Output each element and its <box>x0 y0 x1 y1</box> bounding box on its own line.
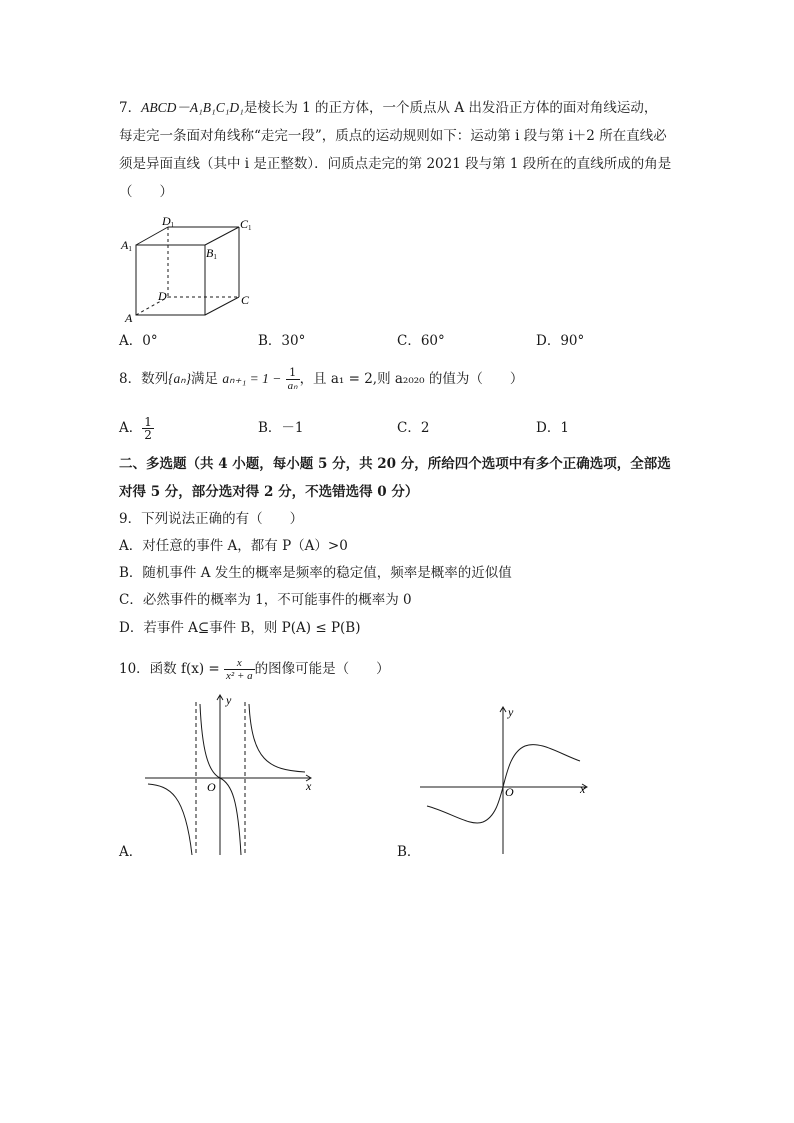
q8-option-d: D．1 <box>536 420 569 436</box>
q9-option-d: D．若事件 A⊆事件 B，则 P(A) ≤ P(B) <box>119 620 361 636</box>
q8-fraction: $\frac{1}{\text{aₙ}}$ <box>287 366 298 392</box>
graph-b-y-label: y <box>508 705 514 719</box>
q7-line1 <box>119 98 657 118</box>
label-A1: A1 <box>121 238 132 253</box>
q8-option-c: C．2 <box>397 420 430 436</box>
label-D1: D1 <box>162 214 175 229</box>
q9-stem: 9．下列说法正确的有（ ） <box>119 511 304 527</box>
cube-figure <box>118 212 268 324</box>
graph-a <box>140 690 320 860</box>
q8-stem: 8．数列{aₙ}满足 aₙ₊₁ = 1 − $\frac{1}{\text{aₙ}}$ ，且 a₁ = 2,则 a₂₀₂₀ 的值为（ ） <box>119 366 524 392</box>
graph-b-label: B． <box>397 844 421 860</box>
graph-a-curve-left <box>148 784 192 855</box>
section2-heading-line2: 对得 5 分，部分选对得 2 分，不选错选得 0 分） <box>119 484 419 500</box>
graph-b <box>415 702 595 860</box>
graph-a-label: A． <box>119 844 143 860</box>
graph-b-x-label: x <box>580 782 586 796</box>
graph-b-origin: O <box>505 785 514 799</box>
q7-cube-name: ABCD－A₁B₁C₁D₁ <box>141 100 244 115</box>
label-C: C <box>241 293 250 307</box>
q9-option-c: C．必然事件的概率为 1，不可能事件的概率为 0 <box>119 592 412 608</box>
q8-sequence: {aₙ} <box>168 371 192 386</box>
q9-option-b: B．随机事件 A 发生的概率是频率的稳定值，频率是概率的近似值 <box>119 565 512 581</box>
q7-line1-text: 是棱长为 1 的正方体，一个质点从 A 出发沿正方体的面对角线运动， <box>243 100 658 116</box>
q7-option-b: B．30° <box>258 333 306 349</box>
q9-option-a: A．对任意的事件 A，都有 P（A）>0 <box>119 538 348 554</box>
section2-heading-line1: 二、多选题（共 4 小题，每小题 5 分，共 20 分，所给四个选项中有多个正确选项，全部选 <box>119 456 671 472</box>
label-B1: B1 <box>206 246 217 261</box>
q7-line2: 每走完一条面对角线称“走完一段”，质点的运动规则如下：运动第 i 段与第 i＋2 所在直线必 <box>119 128 667 144</box>
label-A: A <box>125 311 133 324</box>
q10-suffix: 的图像可能是（ ） <box>254 661 390 677</box>
q7-option-d: D．90° <box>536 333 585 349</box>
q7-number: 7． <box>119 100 142 116</box>
label-D: D <box>158 289 167 303</box>
q7-option-a: A．0° <box>119 333 158 349</box>
graph-a-origin: O <box>207 780 216 794</box>
graph-a-x-label: x <box>306 779 312 793</box>
q7-line4: （ ） <box>119 184 173 200</box>
q7-option-c: C．60° <box>397 333 445 349</box>
q8-option-b: B．－1 <box>258 420 304 436</box>
q8-option-a-fraction: $\frac{1}{2}$ <box>144 415 152 442</box>
q8-number: 8． <box>119 371 142 387</box>
graph-a-curve-right <box>249 704 305 772</box>
q10-stem <box>119 654 390 684</box>
q7-line3: 须是异面直线（其中 i 是正整数）．问质点走完的第 2021 段与第 1 段所在的直线所成的角是 <box>119 156 672 172</box>
graph-a-y-label: y <box>226 693 232 707</box>
q8-recurrence: aₙ₊₁ = 1 − <box>222 371 282 386</box>
q8-option-a: A． $\frac{1}{2}$ <box>119 415 152 442</box>
label-C1: C1 <box>240 217 252 232</box>
q8-condition: ，且 a₁ = 2,则 a₂₀₂₀ 的值为（ ） <box>299 371 524 387</box>
q10-function: 10．函数 f(x) = <box>119 661 220 677</box>
q10-fraction: $\frac{x}{\text{x² + a}}$ <box>226 657 253 682</box>
